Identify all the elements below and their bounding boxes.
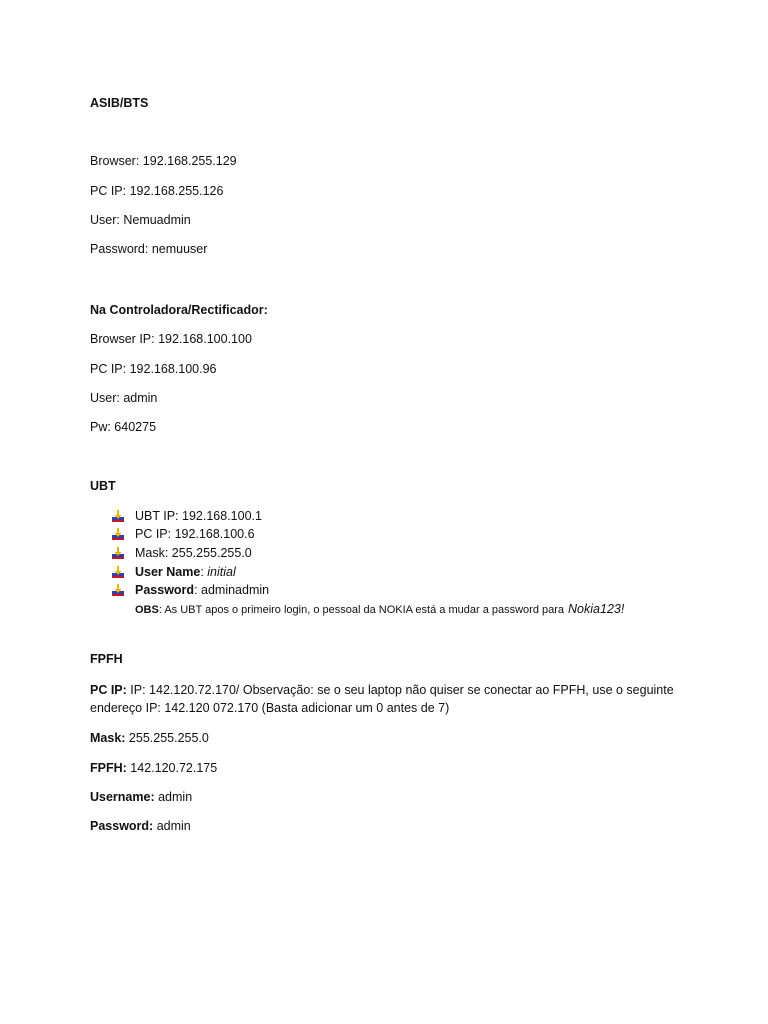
- asib-user: User: Nemuadmin: [90, 213, 191, 227]
- arrow-bullet-icon: [112, 584, 124, 596]
- ubt-obs-note: [135, 601, 624, 618]
- fpfh-username-value: admin: [154, 790, 193, 804]
- fpfh-pc-ip-text: IP: 142.120.72.170/ Observação: se o seu laptop não quiser se conectar ao FPFH, use o seguinte endereço IP: 142.120 072.170 (Basta adicionar um 0 antes de 7): [90, 683, 674, 715]
- asib-browser: Browser: 192.168.255.129: [90, 154, 237, 168]
- ubt-list-item-pc-ip: [112, 526, 255, 542]
- arrow-bullet-icon: [112, 510, 124, 522]
- fpfh-pc-ip: [90, 681, 680, 717]
- ubt-list-item-password: [112, 582, 269, 598]
- ubt-password-label: Password: [135, 583, 195, 597]
- obs-password: Nokia123!: [568, 602, 625, 616]
- fpfh-password: [90, 818, 191, 834]
- ubt-username-value: initial: [207, 565, 236, 579]
- arrow-bullet-icon: [112, 528, 124, 540]
- fpfh-mask: [90, 730, 209, 746]
- fpfh-address: [90, 760, 217, 776]
- ubt-username-label: User Name: [135, 565, 201, 579]
- fpfh-address-label: FPFH:: [90, 761, 127, 775]
- ubt-password-value: adminadmin: [201, 583, 270, 597]
- ubt-mask: Mask: 255.255.255.0: [135, 546, 252, 560]
- fpfh-password-label: Password:: [90, 819, 154, 833]
- fpfh-password-value: admin: [153, 819, 191, 833]
- fpfh-mask-value: 255.255.255.0: [125, 731, 209, 745]
- ubt-list-item-username: [112, 564, 236, 580]
- controladora-browser-ip: Browser IP: 192.168.100.100: [90, 332, 252, 346]
- fpfh-pc-ip-label: PC IP:: [90, 683, 127, 697]
- controladora-pw: Pw: 640275: [90, 420, 157, 434]
- controladora-pc-ip: PC IP: 192.168.100.96: [90, 362, 217, 376]
- ubt-username-colon: :: [200, 565, 208, 579]
- obs-label: OBS: [135, 604, 159, 616]
- controladora-heading: Na Controladora/Rectificador:: [90, 303, 268, 317]
- ubt-ip: UBT IP: 192.168.100.1: [135, 509, 262, 523]
- asib-heading: ASIB/BTS: [90, 96, 149, 110]
- fpfh-heading: FPFH: [90, 652, 123, 666]
- fpfh-address-value: 142.120.72.175: [126, 761, 218, 775]
- obs-text: : As UBT apos o primeiro login, o pessoal da NOKIA está a mudar a password para: [158, 604, 565, 616]
- ubt-list-item-mask: [112, 545, 252, 561]
- fpfh-username: [90, 789, 192, 805]
- asib-pc-ip: PC IP: 192.168.255.126: [90, 184, 224, 198]
- ubt-heading: UBT: [90, 479, 116, 493]
- fpfh-mask-label: Mask:: [90, 731, 126, 745]
- arrow-bullet-icon: [112, 566, 124, 578]
- controladora-user: User: admin: [90, 391, 158, 405]
- arrow-bullet-icon: [112, 547, 124, 559]
- ubt-pc-ip: PC IP: 192.168.100.6: [135, 527, 255, 541]
- asib-password: Password: nemuuser: [90, 242, 208, 256]
- fpfh-username-label: Username:: [90, 790, 155, 804]
- ubt-list-item-ip: [112, 508, 262, 524]
- ubt-password-colon: :: [194, 583, 202, 597]
